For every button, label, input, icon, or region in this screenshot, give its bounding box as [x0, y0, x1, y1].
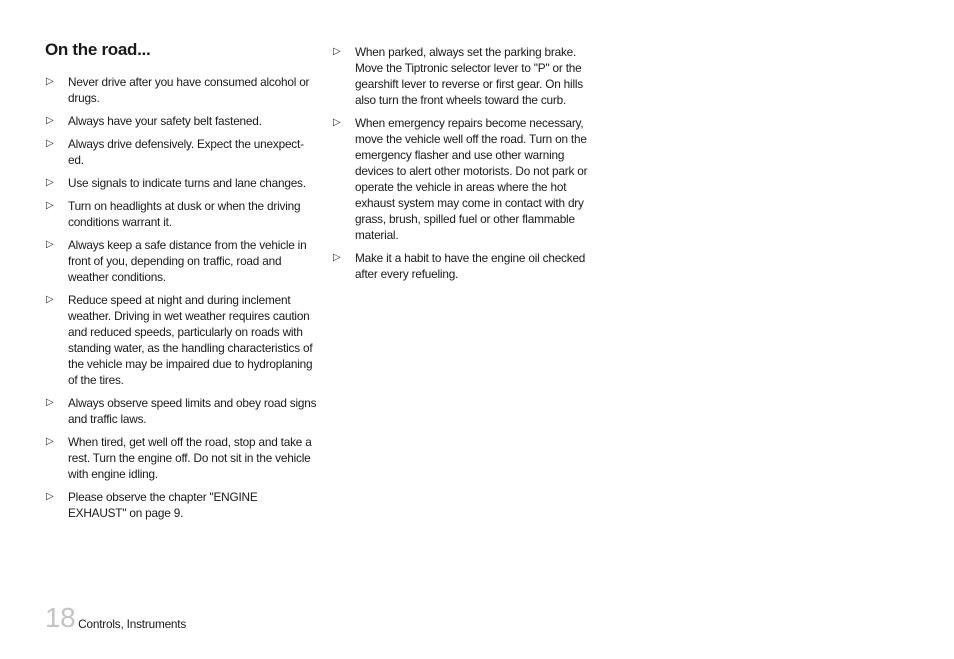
list-item: [333, 115, 601, 243]
list-item-text: When emergency repairs become necessary, move the vehicle well off the road. Turn on the emergency flasher and use other warning devices to alert other motorists. Do not park or operate the vehicle in areas where the hot exhaust system may come in contact with dry grass, brush, spilled fuel or other flammable material.: [355, 116, 588, 242]
triangle-bullet-icon: ▷: [46, 397, 54, 408]
list-item: [46, 237, 318, 285]
list-item: [333, 250, 601, 282]
list-item: [46, 198, 318, 230]
triangle-bullet-icon: ▷: [333, 46, 341, 57]
list-item: [46, 292, 318, 388]
list-item-text: Use signals to indicate turns and lane changes.: [68, 176, 306, 190]
triangle-bullet-icon: ▷: [46, 239, 54, 250]
left-column: [46, 74, 318, 528]
list-item-text: Always keep a safe distance from the vehicle in front of you, depending on traffic, road and weather conditions.: [68, 238, 307, 284]
list-item-text: When parked, always set the parking brake. Move the Tiptronic selector lever to "P" or the gearshift lever to reverse or first gear. On hills also turn the front wheels toward the curb.: [355, 45, 583, 107]
triangle-bullet-icon: ▷: [46, 138, 54, 149]
list-item-text: Turn on headlights at dusk or when the driving conditions warrant it.: [68, 199, 301, 229]
list-item: [46, 175, 318, 191]
list-item: [46, 74, 318, 106]
triangle-bullet-icon: ▷: [46, 76, 54, 87]
list-item: [46, 113, 318, 129]
page-title: On the road...: [45, 40, 151, 59]
list-item: [46, 136, 318, 168]
list-item: [46, 434, 318, 482]
list-item-text: Always have your safety belt fastened.: [68, 114, 262, 128]
list-item-text: Always drive defensively. Expect the unexpect-ed.: [68, 137, 304, 167]
bullet-list-left: [46, 74, 318, 521]
list-item-text: Always observe speed limits and obey road signs and traffic laws.: [68, 396, 317, 426]
triangle-bullet-icon: ▷: [46, 294, 54, 305]
triangle-bullet-icon: ▷: [46, 115, 54, 126]
triangle-bullet-icon: ▷: [333, 252, 341, 263]
triangle-bullet-icon: ▷: [46, 200, 54, 211]
triangle-bullet-icon: ▷: [46, 436, 54, 447]
list-item-text: Make it a habit to have the engine oil checked after every refueling.: [355, 251, 586, 281]
page-footer: [45, 603, 186, 633]
list-item-text: When tired, get well off the road, stop and take a rest. Turn the engine off. Do not sit in the vehicle with engine idling.: [68, 435, 312, 481]
list-item-text: Please observe the chapter "ENGINE EXHAUST" on page 9.: [68, 490, 258, 520]
list-item-text: Never drive after you have consumed alcohol or drugs.: [68, 75, 310, 105]
bullet-list-right: [333, 44, 601, 282]
triangle-bullet-icon: ▷: [333, 117, 341, 128]
list-item: [333, 44, 601, 108]
triangle-bullet-icon: ▷: [46, 491, 54, 502]
list-item: [46, 395, 318, 427]
list-item-text: Reduce speed at night and during inclement weather. Driving in wet weather requires caution and reduced speeds, particularly on roads with standing water, as the handling characteristics of the vehicle may be impaired due to hydroplaning of the tires.: [68, 293, 313, 387]
section-name: Controls, Instruments: [78, 617, 187, 631]
page-number: 18: [45, 602, 76, 633]
right-column: [333, 44, 601, 289]
triangle-bullet-icon: ▷: [46, 177, 54, 188]
list-item: [46, 489, 318, 521]
